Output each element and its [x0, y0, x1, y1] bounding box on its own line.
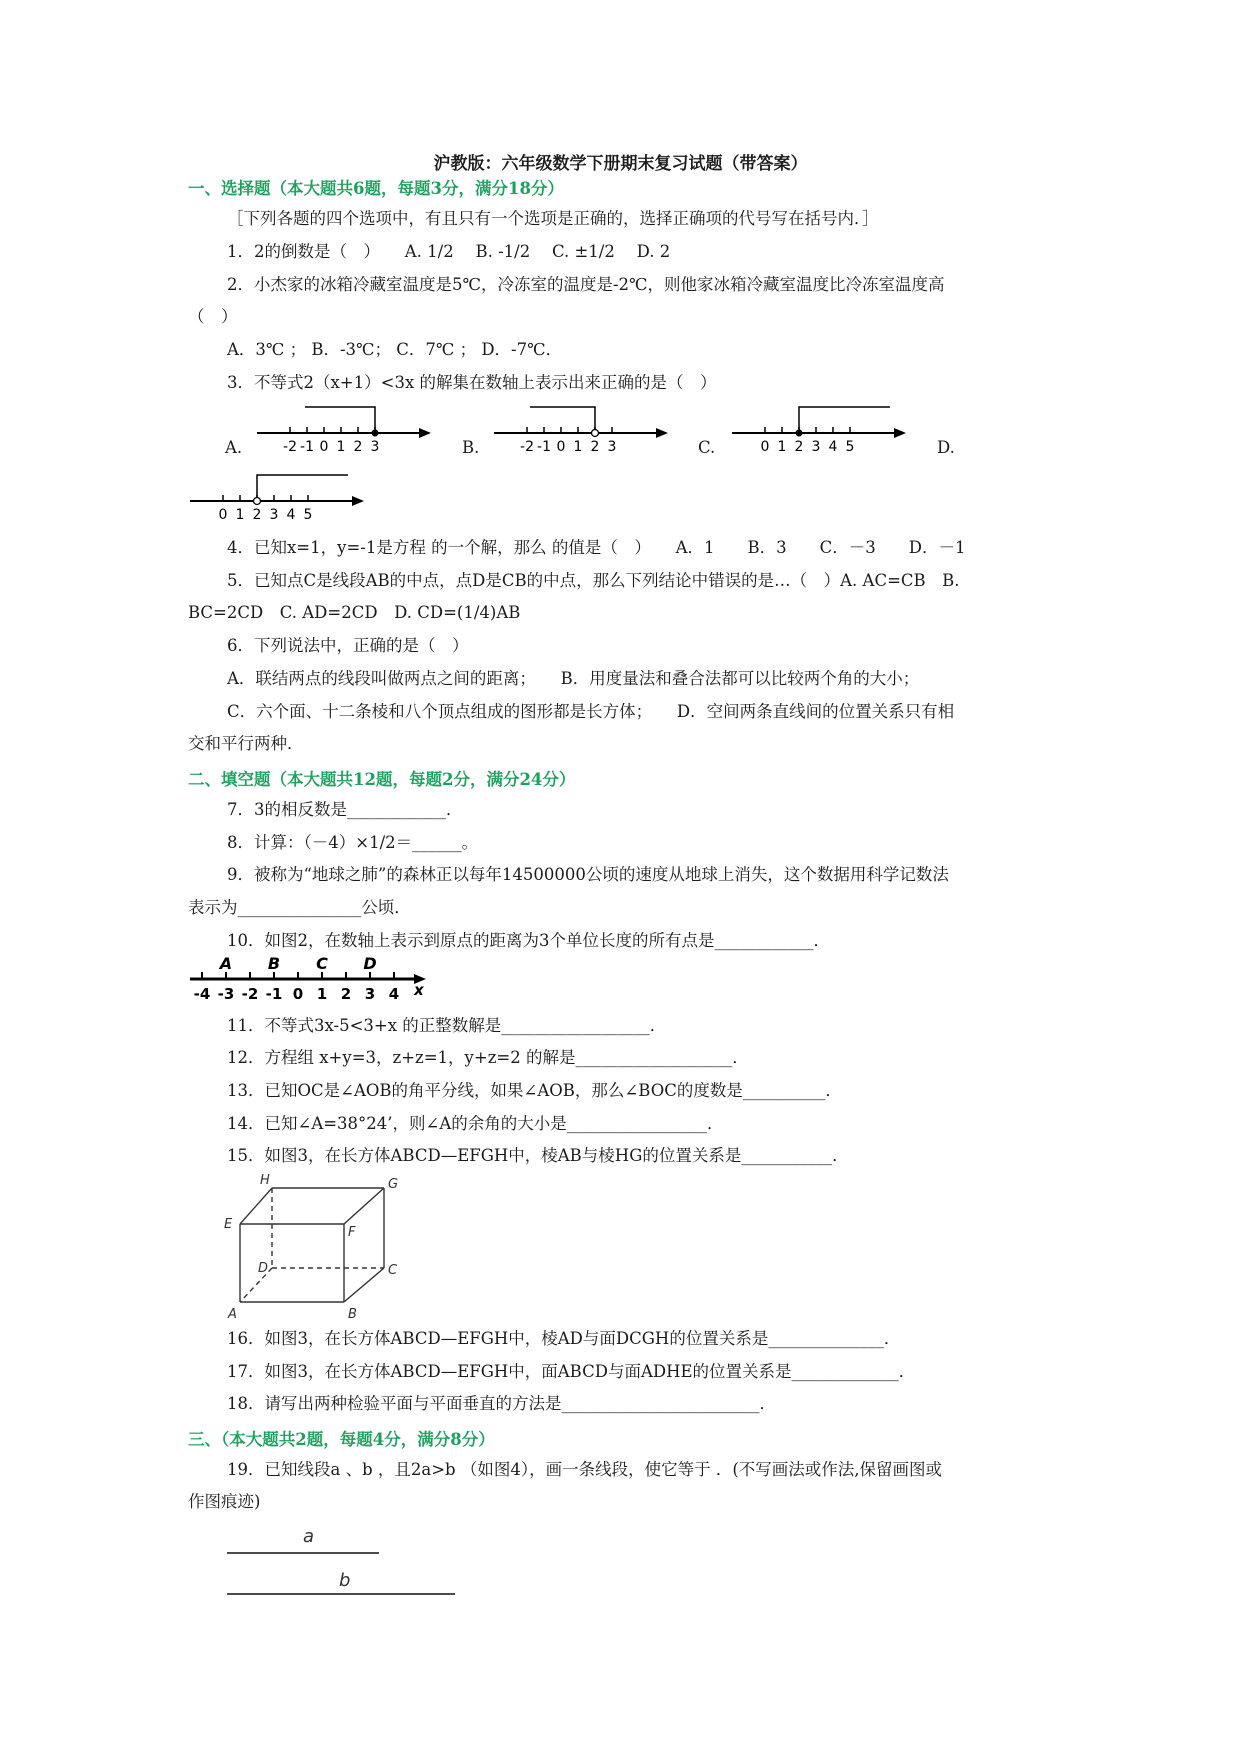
nl-d-tick: 1	[235, 507, 245, 523]
fig2-point-label: C	[316, 955, 328, 973]
number-line-option-d	[188, 473, 368, 523]
question-15: 15．如图3，在长方体ABCD—EFGH中，棱AB与棱HG的位置关系是___________．	[227, 1146, 849, 1165]
fig2-tick-label: 1	[316, 985, 328, 1003]
nl-b-tick: -1	[537, 439, 551, 455]
section-heading-part3: 三、（本大题共2题，每题4分，满分8分）	[188, 1430, 495, 1449]
section-heading-fill: 二、填空题（本大题共12题，每题2分，满分24分）	[188, 770, 576, 789]
fig2-tick-label: 2	[340, 985, 352, 1003]
cube-vertex-label: A	[228, 1307, 237, 1320]
nl-b-tick: 2	[590, 439, 600, 455]
nl-b-tick: 0	[556, 439, 566, 455]
segment-b-label: b	[339, 1570, 351, 1591]
cube-vertex-label: G	[388, 1177, 399, 1192]
fig2-tick-label: -3	[217, 985, 235, 1003]
question-6: 6．下列说法中，正确的是（ ）	[227, 636, 469, 655]
question-6-options-ab: A．联结两点的线段叫做两点之间的距离； B．用度量法和叠合法都可以比较两个角的大小；	[227, 669, 920, 688]
question-17: 17．如图3，在长方体ABCD—EFGH中，面ABCD与面ADHE的位置关系是_____________．	[227, 1362, 916, 1381]
nl-a-tick: 0	[319, 439, 329, 455]
nl-c-tick: 2	[794, 439, 804, 455]
number-line-option-a	[255, 405, 435, 455]
nl-c-tick: 3	[811, 439, 821, 455]
q3-option-b-label: B.	[462, 438, 480, 457]
fig2-point-label: D	[363, 955, 377, 973]
question-14: 14．已知∠A=38°24’，则∠A的余角的大小是_________________．	[227, 1114, 724, 1133]
nl-d-tick: 2	[252, 507, 262, 523]
fig2-tick-label: 0	[292, 985, 304, 1003]
question-2: 2．小杰家的冰箱冷藏室温度是5℃，冷冻室的温度是-2℃，则他家冰箱冷藏室温度比冷冻室温度高	[227, 275, 945, 294]
fig2-point-label: B	[267, 955, 281, 973]
nl-c-tick: 1	[777, 439, 787, 455]
fig2-tick-label: -1	[265, 985, 283, 1003]
question-12: 12．方程组 x+y=3，z+z=1，y+z=2 的解是___________________．	[227, 1048, 749, 1067]
question-6-options-cd: C．六个面、十二条棱和八个顶点组成的图形都是长方体； D．空间两条直线间的位置关系只有相	[227, 702, 955, 721]
nl-b-tick: 3	[607, 439, 617, 455]
cube-vertex-label: H	[260, 1173, 270, 1188]
figure-2-number-line	[188, 955, 433, 1007]
question-19-cont: 作图痕迹)	[188, 1492, 261, 1511]
nl-a-tick: 3	[370, 439, 380, 455]
nl-d-tick: 3	[269, 507, 279, 523]
nl-a-tick: -1	[300, 439, 314, 455]
nl-a-tick: 2	[353, 439, 363, 455]
cube-vertex-label: F	[348, 1225, 356, 1240]
question-2-options: A．3℃ ； B．-3℃； C．7℃ ； D．-7℃．	[227, 340, 563, 359]
nl-a-tick: -2	[283, 439, 297, 455]
figure-4-segments	[225, 1520, 465, 1600]
question-13: 13．已知OC是∠AOB的角平分线，如果∠AOB，那么∠BOC的度数是__________．	[227, 1081, 842, 1100]
cube-vertex-label: C	[388, 1263, 398, 1278]
question-6-cont: 交和平行两种．	[188, 734, 304, 753]
nl-c-tick: 0	[760, 439, 770, 455]
nl-b-tick: 1	[573, 439, 583, 455]
question-5-cont: BC=2CD C. AD=2CD D. CD=(1/4)AB	[188, 603, 521, 622]
nl-b-tick: -2	[520, 439, 534, 455]
fig2-tick-label: -2	[241, 985, 259, 1003]
question-8: 8．计算：（－4）×1/2＝______。	[227, 833, 479, 852]
question-10: 10．如图2，在数轴上表示到原点的距离为3个单位长度的所有点是____________．	[227, 931, 830, 950]
fig2-tick-label: 3	[364, 985, 376, 1003]
segment-a-label: a	[303, 1526, 315, 1547]
question-19: 19．已知线段a 、b ，且2a>b （如图4），画一条线段，使它等于 ．(不写画法或作法,保留画图或	[227, 1460, 943, 1479]
instructions: ［下列各题的四个选项中，有且只有一个选项是正确的，选择正确项的代号写在括号内．］	[227, 209, 879, 228]
q3-option-c-label: C.	[698, 438, 716, 457]
number-line-option-c	[730, 405, 910, 455]
question-4: 4．已知x=1，y=-1是方程 的一个解，那么 的值是（ ） A．1 B．3 C．－3 D．－1	[227, 538, 966, 557]
question-11: 11．不等式3x-5<3+x 的正整数解是__________________．	[227, 1016, 667, 1035]
figure-3-cuboid	[222, 1172, 417, 1320]
nl-c-tick: 5	[845, 439, 855, 455]
cube-vertex-label: B	[348, 1307, 357, 1320]
fig2-axis-label: x	[414, 981, 424, 999]
question-2-cont: （ ）	[188, 307, 238, 326]
question-5: 5．已知点C是线段AB的中点，点D是CB的中点，那么下列结论中错误的是…（ ）A. AC=CB B.	[227, 571, 960, 590]
number-line-option-b	[492, 405, 672, 455]
q3-option-a-label: A.	[225, 438, 243, 457]
question-1: 1．2的倒数是（ ） A. 1/2 B. -1/2 C. ±1/2 D. 2	[227, 242, 671, 261]
question-9-cont: 表示为_______________公顷．	[188, 898, 411, 917]
question-9: 9．被称为“地球之肺”的森林正以每年14500000公顷的速度从地球上消失，这个数据用科学记数法	[227, 865, 949, 884]
fig2-tick-label: 4	[388, 985, 400, 1003]
nl-d-tick: 4	[286, 507, 296, 523]
page-title: 沪教版：六年级数学下册期末复习试题（带答案）	[433, 154, 808, 174]
question-3: 3．不等式2（x+1）<3x 的解集在数轴上表示出来正确的是（ ）	[227, 373, 717, 392]
fig2-point-label: A	[219, 955, 233, 973]
question-7: 7．3的相反数是____________．	[227, 800, 463, 819]
section-heading-choice: 一、选择题（本大题共6题，每题3分，满分18分）	[188, 179, 564, 198]
nl-a-tick: 1	[336, 439, 346, 455]
nl-d-tick: 5	[303, 507, 313, 523]
nl-d-tick: 0	[218, 507, 228, 523]
nl-c-tick: 4	[828, 439, 838, 455]
fig2-tick-label: -4	[193, 985, 211, 1003]
q3-option-d-label: D.	[937, 438, 955, 457]
question-16: 16．如图3，在长方体ABCD—EFGH中，棱AD与面DCGH的位置关系是______________．	[227, 1329, 901, 1348]
cube-vertex-label: E	[224, 1217, 233, 1232]
cube-vertex-label: D	[258, 1261, 269, 1276]
question-18: 18．请写出两种检验平面与平面垂直的方法是________________________．	[227, 1394, 776, 1413]
